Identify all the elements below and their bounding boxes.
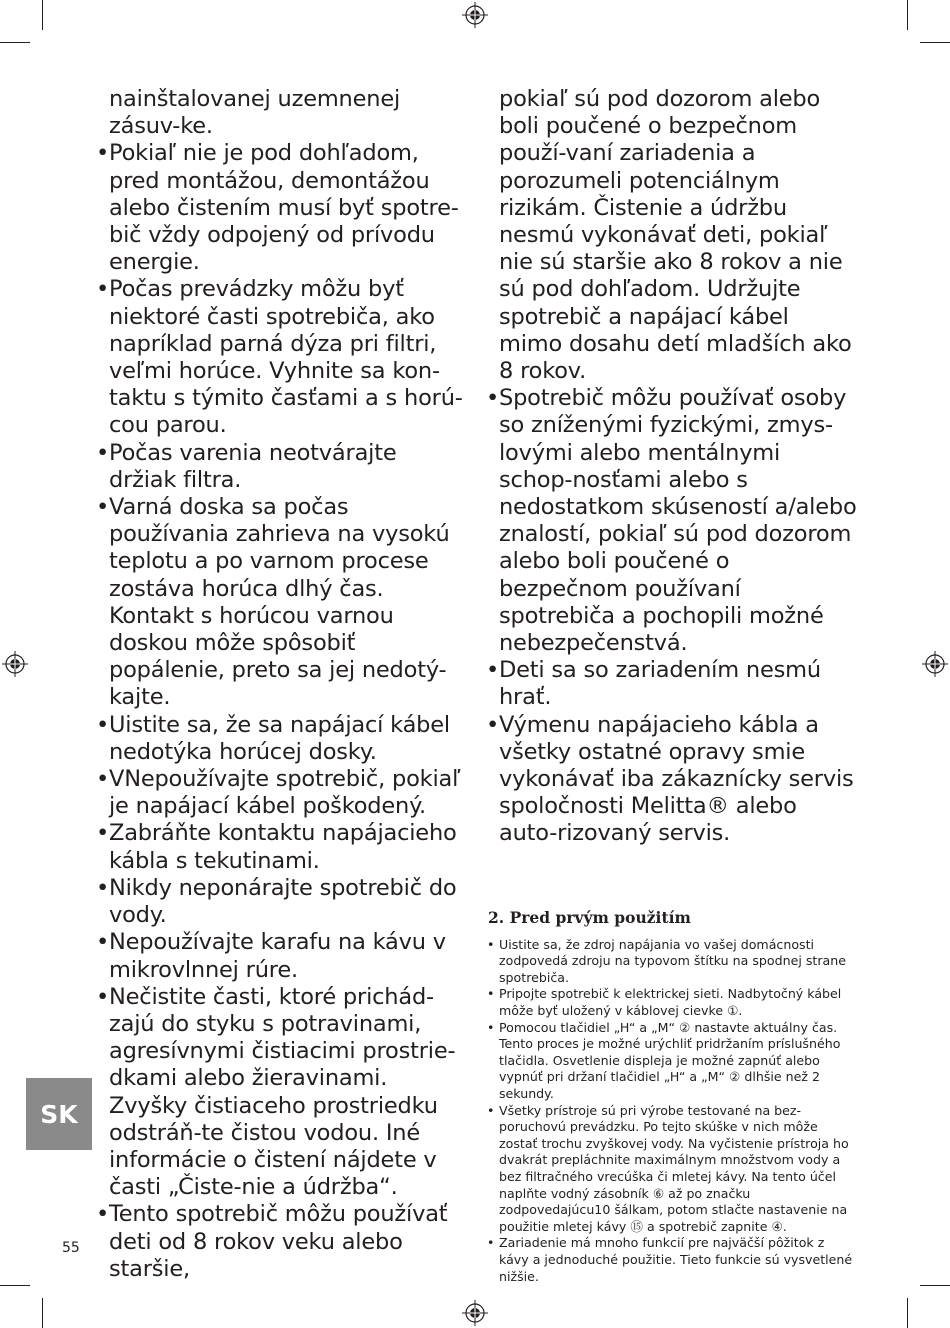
list-item: • Výmenu napájacieho kábla a všetky ostatné opravy smie vykonávať iba zákaznícky servis spoločnosti Melitta® alebo auto-rizovaný servis. xyxy=(486,712,858,848)
list-item: • Deti sa so zariadením nesmú hrať. xyxy=(486,657,858,711)
list-item: • Počas varenia neotvárajte držiak filtra. xyxy=(96,440,466,494)
continuation-text: nainštalovanej uzemnenej zásuv-ke. xyxy=(109,86,401,140)
crop-mark xyxy=(0,1285,30,1286)
list-item: • Zabráňte kontaktu napájacieho kábla s tekutinami. xyxy=(96,820,466,874)
list-item: • Všetky prístroje sú pri výrobe testované na bez-poruchovú prevádzku. Po tejto skúške v nich môže zostať trochu zvyškovej vody. Na vyčistenie prístroja ho dvakrát prepláchnite maximálnym množstvom vody a bez filtračného vrecúška či mletej kávy. Na tento účel naplňte vodný zásobník ⑥ až po značku zodpovedajúcu10 šálkam, potom stlačte nastavenie na použitie mletej kávy ⑮ a spotrebič zapnite ④. xyxy=(486,1103,858,1236)
list-item: • Nečistite časti, ktoré prichád-zajú do styku s potravinami, agresívnymi čistiacimi prostrie-dkami alebo žieravinami. Zvyšky čistiaceho prostriedku odstráň-te čistou vodou. Iné informácie o čistení nájdete v časti „Čiste-nie a údržba“. xyxy=(96,984,466,1202)
list-item: • Tento spotrebič môžu používať deti od 8 rokov veku alebo staršie, xyxy=(96,1201,466,1283)
language-tab: SK xyxy=(26,1078,92,1150)
registration-mark-icon xyxy=(922,651,948,677)
page-number: 55 xyxy=(62,1240,80,1256)
continuation-text: pokiaľ sú pod dozorom alebo boli poučené o bezpečnom použí-vaní zariadenia a porozumeli potenciálnym rizikám. Čistenie a údržbu nesmú vykonávať deti, pokiaľ nie sú staršie ako 8 rokov a nie sú pod dohľadom. Udržujte spotrebič a napájací kábel mimo dosahu detí mladších ako 8 rokov. xyxy=(499,86,852,385)
registration-mark-icon xyxy=(2,651,28,677)
list-item: • Pokiaľ nie je pod dohľadom, pred montážou, demontážou alebo čistením musí byť spotre-bič vždy odpojený od prívodu energie. xyxy=(96,140,466,276)
list-item: • Pripojte spotrebič k elektrickej sieti. Nadbytočný kábel môže byť uložený v káblovej cievke ①. xyxy=(486,986,858,1019)
crop-mark xyxy=(907,1298,908,1328)
list-item: • Nepoužívajte karafu na kávu v mikrovlnnej rúre. xyxy=(96,929,466,983)
registration-mark-icon xyxy=(462,1300,488,1326)
left-column xyxy=(96,86,466,1283)
crop-mark xyxy=(920,42,950,43)
list-item: • Spotrebič môžu používať osoby so zníženými fyzickými, zmys-lovými alebo mentálnymi schop-nosťami alebo s nedostatkom skúseností a/alebo znalostí, pokiaľ sú pod dozorom alebo boli poučené o bezpečnom používaní spotrebiča a pochopili možné nebezpečenstvá. xyxy=(486,385,858,657)
safety-list xyxy=(96,140,466,1283)
safety-list xyxy=(486,385,858,847)
crop-mark xyxy=(42,0,43,30)
crop-mark xyxy=(42,1298,43,1328)
list-item: • Počas prevádzky môžu byť niektoré časti spotrebiča, ako napríklad parná dýza pri filtri, veľmi horúce. Vyhnite sa kon-taktu s týmito časťami a s horú-cou parou. xyxy=(96,276,466,439)
crop-mark xyxy=(0,42,30,43)
list-item: • Pomocou tlačidiel „H“ a „M“ ② nastavte aktuálny čas. Tento proces je možné urýchliť pridržaním príslušného tlačidla. Osvetlenie displeja je možné zapnúť alebo vypnúť pri držaní tlačidiel „H“ a „M“ ② dlhšie než 2 sekundy. xyxy=(486,1020,858,1103)
list-item: • Zariadenie má mnoho funkcií pre najväčší pôžitok z kávy a jednoduché použitie. Tieto funkcie sú vysvetlené nižšie. xyxy=(486,1235,858,1285)
crop-mark xyxy=(920,1285,950,1286)
list-item: • Nikdy neponárajte spotrebič do vody. xyxy=(96,875,466,929)
crop-mark xyxy=(907,0,908,30)
right-column xyxy=(486,86,858,1285)
list-item: • Uistite sa, že sa napájací kábel nedotýka horúcej dosky. xyxy=(96,712,466,766)
list-item: • Uistite sa, že zdroj napájania vo vašej domácnosti zodpovedá zdroju na typovom štítku na spodnej strane spotrebiča. xyxy=(486,937,858,987)
instructions-list xyxy=(486,937,858,1285)
section-title: 2. Pred prvým použitím xyxy=(488,907,691,927)
registration-mark-icon xyxy=(462,2,488,28)
list-item: • Varná doska sa počas používania zahrieva na vysokú teplotu a po varnom procese zostáva horúca dlhý čas. Kontakt s horúcou varnou doskou môže spôsobiť popálenie, preto sa jej nedotý-kajte. xyxy=(96,494,466,712)
list-item: • VNepoužívajte spotrebič, pokiaľ je napájací kábel poškodený. xyxy=(96,766,466,820)
